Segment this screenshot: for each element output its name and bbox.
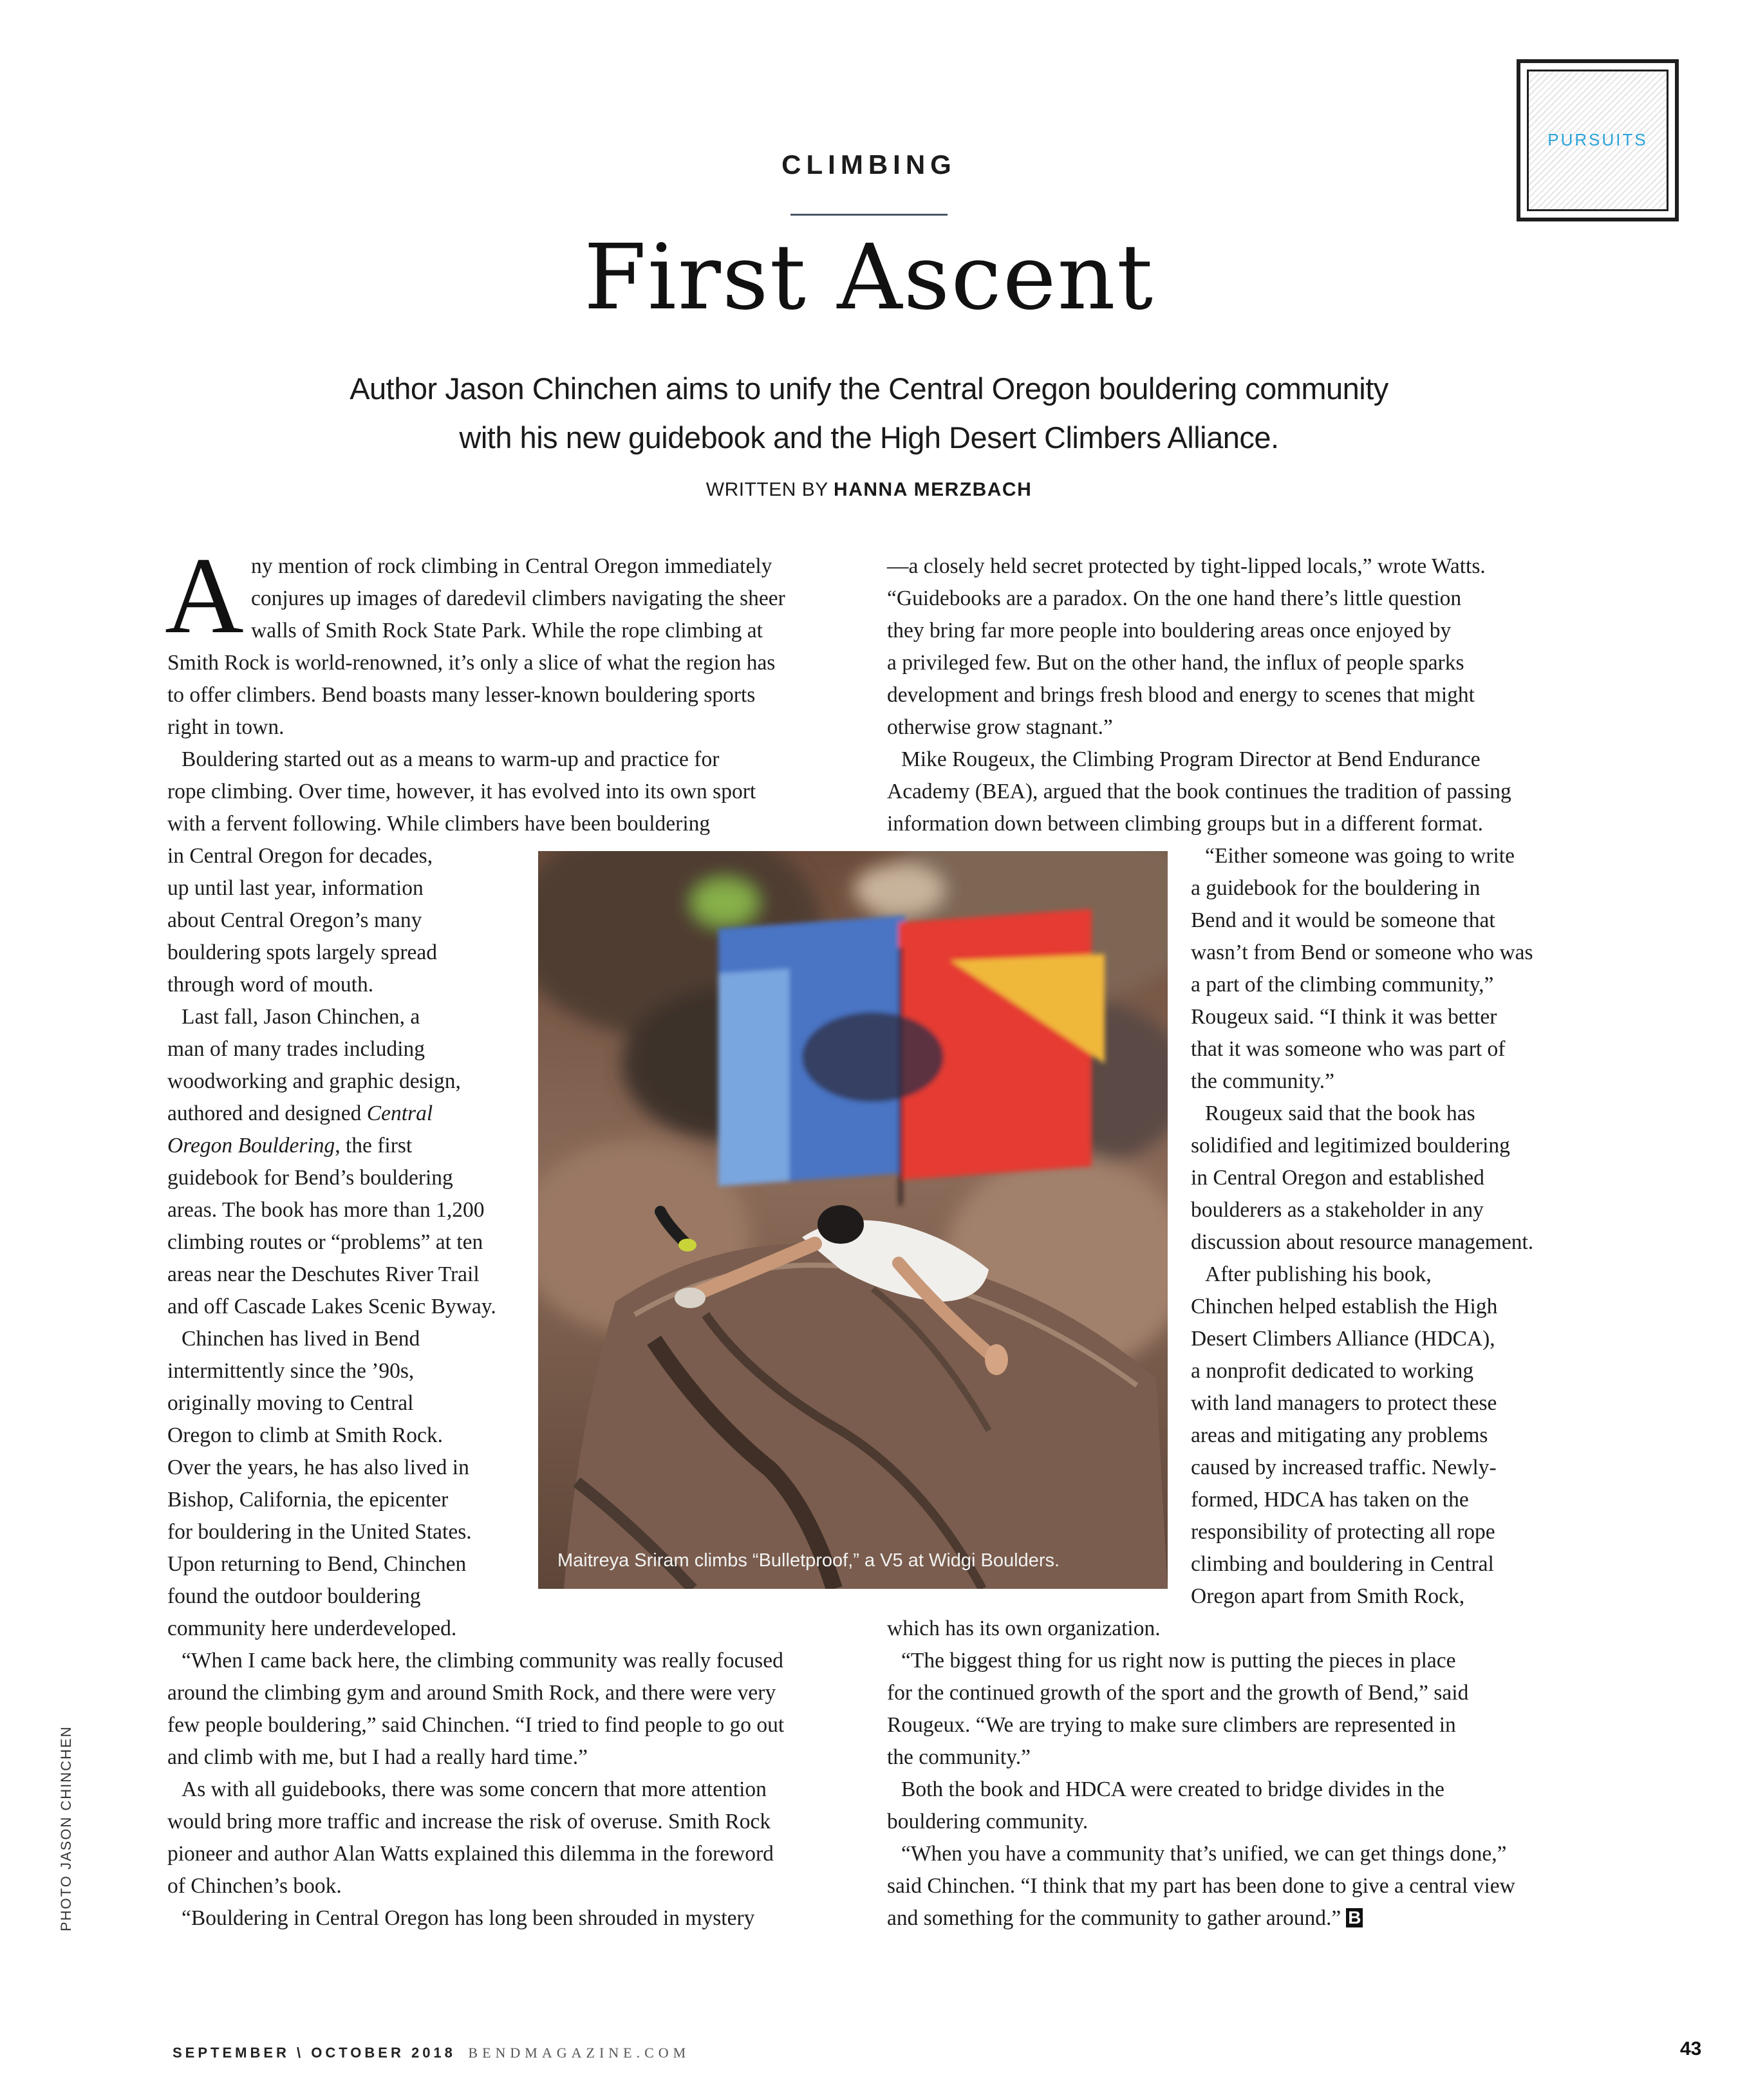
text-line: discussion about resource management. xyxy=(1191,1230,1534,1254)
page-title: First Ascent xyxy=(583,225,1155,330)
article-column-right-bottom xyxy=(887,1613,1515,1935)
text-line: a part of the climbing community,” xyxy=(1191,973,1494,997)
text-line: and climb with me, but I had a really hard time.” xyxy=(167,1745,588,1769)
text-line: pioneer and author Alan Watts explained this dilemma in the foreword xyxy=(167,1842,774,1866)
text-line: boulderers as a stakeholder in any xyxy=(1191,1198,1484,1222)
text-line: Mike Rougeux, the Climbing Program Director at Bend Endurance xyxy=(901,747,1481,771)
text-line: about Central Oregon’s many xyxy=(167,908,422,932)
subtitle xyxy=(0,364,1738,462)
text-line: caused by increased traffic. Newly- xyxy=(1191,1456,1497,1479)
book-title: Central xyxy=(366,1102,433,1125)
book-title: Oregon Bouldering xyxy=(167,1134,335,1158)
article-column-right-narrow xyxy=(1191,840,1533,1613)
text-line: Bend and it would be someone that xyxy=(1191,908,1495,932)
article-column-right-top xyxy=(887,550,1511,840)
text-line: Chinchen has lived in Bend xyxy=(182,1327,420,1351)
text-line: guidebook for Bend’s bouldering xyxy=(167,1166,453,1190)
text-line: “The biggest thing for us right now is putting the pieces in place xyxy=(901,1649,1456,1673)
text-line: Over the years, he has also lived in xyxy=(167,1456,469,1479)
text-line: intermittently since the ’90s, xyxy=(167,1359,415,1383)
text-line: a guidebook for the bouldering in xyxy=(1191,876,1481,900)
photo-credit: PHOTO JASON CHINCHEN xyxy=(58,1725,74,1931)
text-line: information down between climbing groups but in a different format. xyxy=(887,812,1483,836)
byline xyxy=(0,479,1738,501)
text-line: Last fall, Jason Chinchen, a xyxy=(182,1005,420,1029)
text-line: a nonprofit dedicated to working xyxy=(1191,1359,1474,1383)
website: BENDMAGAZINE.COM xyxy=(468,2045,691,2061)
byline-prefix: WRITTEN BY xyxy=(705,479,828,500)
text-line: through word of mouth. xyxy=(167,973,374,997)
text-line: said Chinchen. “I think that my part has been done to give a central view xyxy=(887,1874,1515,1898)
text-line: ny mention of rock climbing in Central Oregon immediately xyxy=(251,554,772,578)
text-line: climbing routes or “problems” at ten xyxy=(167,1230,483,1254)
text-span: and something for the community to gather around.” xyxy=(887,1906,1341,1930)
text-line: Academy (BEA), argued that the book continues the tradition of passing xyxy=(887,780,1511,803)
text-line: Rougeux. “We are trying to make sure climbers are represented in xyxy=(887,1713,1456,1737)
text-line: otherwise grow stagnant.” xyxy=(887,715,1113,739)
text-line: woodworking and graphic design, xyxy=(167,1069,461,1093)
text-line: of Chinchen’s book. xyxy=(167,1874,342,1898)
text-span: , the first xyxy=(335,1134,413,1158)
text-line: solidified and legitimized bouldering xyxy=(1191,1134,1510,1158)
text-line: Bouldering started out as a means to warm-up and practice for xyxy=(182,747,720,771)
text-line: for the continued growth of the sport and the growth of Bend,” said xyxy=(887,1681,1469,1705)
text-line: responsibility of protecting all rope xyxy=(1191,1520,1495,1544)
subtitle-line: Author Jason Chinchen aims to unify the Central Oregon bouldering community xyxy=(350,371,1388,406)
text-line: which has its own organization. xyxy=(887,1617,1161,1640)
text-line: for bouldering in the United States. xyxy=(167,1520,472,1544)
text-line: a privileged few. But on the other hand, the influx of people sparks xyxy=(887,651,1464,675)
text-line: “Bouldering in Central Oregon has long been shrouded in mystery xyxy=(182,1906,755,1930)
text-line: “When I came back here, the climbing community was really focused xyxy=(182,1649,783,1673)
text-line: Chinchen helped establish the High xyxy=(1191,1295,1498,1318)
text-line: As with all guidebooks, there was some concern that more attention xyxy=(182,1777,767,1801)
text-line: in Central Oregon for decades, xyxy=(167,844,433,868)
text-line: bouldering community. xyxy=(887,1810,1089,1833)
text-line: bouldering spots largely spread xyxy=(167,941,437,964)
issue-date: SEPTEMBER \ OCTOBER 2018 xyxy=(173,2045,456,2061)
text-line: community here underdeveloped. xyxy=(167,1617,457,1640)
text-line xyxy=(887,1902,1515,1935)
text-line: Oregon to climb at Smith Rock. xyxy=(167,1423,444,1447)
climber-photo-illustration xyxy=(538,851,1168,1589)
text-line: development and brings fresh blood and energy to scenes that might xyxy=(887,683,1475,707)
text-line: in Central Oregon and established xyxy=(1191,1166,1484,1190)
subtitle-line: with his new guidebook and the High Desert Climbers Alliance. xyxy=(459,420,1279,455)
text-line: wasn’t from Bend or someone who was xyxy=(1191,941,1533,964)
text-line: formed, HDCA has taken on the xyxy=(1191,1488,1469,1512)
text-line: Desert Climbers Alliance (HDCA), xyxy=(1191,1327,1495,1351)
text-line: found the outdoor bouldering xyxy=(167,1584,421,1608)
text-line: Rougeux said. “I think it was better xyxy=(1191,1005,1497,1029)
text-line: areas and mitigating any problems xyxy=(1191,1423,1488,1447)
text-line: After publishing his book, xyxy=(1205,1262,1432,1286)
page-footer xyxy=(173,2045,690,2061)
text-line: Upon returning to Bend, Chinchen xyxy=(167,1552,467,1576)
text-line: the community.” xyxy=(887,1745,1031,1769)
text-line: would bring more traffic and increase the risk of overuse. Smith Rock xyxy=(167,1810,771,1833)
text-line: Bishop, California, the epicenter xyxy=(167,1488,449,1512)
page-number: 43 xyxy=(1680,2038,1702,2059)
text-line: rope climbing. Over time, however, it has evolved into its own sport xyxy=(167,780,756,803)
text-line: with land managers to protect these xyxy=(1191,1391,1497,1415)
text-line: few people bouldering,” said Chinchen. “I tried to find people to go out xyxy=(167,1713,785,1737)
text-line: they bring far more people into bouldering areas once enjoyed by xyxy=(887,619,1452,642)
section-label: CLIMBING xyxy=(781,149,957,180)
text-line: Rougeux said that the book has xyxy=(1205,1102,1475,1125)
drop-cap: A xyxy=(165,535,244,656)
text-line: Oregon apart from Smith Rock, xyxy=(1191,1584,1465,1608)
title-rule xyxy=(790,214,948,216)
text-line: originally moving to Central xyxy=(167,1391,414,1415)
text-line: right in town. xyxy=(167,715,285,739)
text-line: Both the book and HDCA were created to bridge divides in the xyxy=(901,1777,1444,1801)
text-line: —a closely held secret protected by tight-lipped locals,” wrote Watts. xyxy=(887,554,1486,578)
text-line: around the climbing gym and around Smith Rock, and there were very xyxy=(167,1681,776,1705)
text-line: up until last year, information xyxy=(167,876,424,900)
text-line: and off Cascade Lakes Scenic Byway. xyxy=(167,1295,496,1318)
text-line: areas near the Deschutes River Trail xyxy=(167,1262,480,1286)
text-line: Smith Rock is world-renowned, it’s only a slice of what the region has xyxy=(167,651,776,675)
text-line: areas. The book has more than 1,200 xyxy=(167,1198,485,1222)
text-line: “Guidebooks are a paradox. On the one hand there’s little question xyxy=(887,586,1462,610)
text-span: authored and designed xyxy=(167,1102,367,1125)
section-badge xyxy=(1517,59,1679,221)
text-line: walls of Smith Rock State Park. While the rope climbing at xyxy=(251,619,763,642)
text-line: that it was someone who was part of xyxy=(1191,1037,1506,1061)
text-line: the community.” xyxy=(1191,1069,1334,1093)
text-line: climbing and bouldering in Central xyxy=(1191,1552,1494,1576)
badge-label: PURSUITS xyxy=(1547,130,1648,149)
text-line: “When you have a community that’s unified, we can get things done,” xyxy=(901,1842,1507,1866)
article-photo xyxy=(538,851,1168,1589)
text-line: “Either someone was going to write xyxy=(1205,844,1515,868)
text-line: with a fervent following. While climbers have been bouldering xyxy=(167,812,711,836)
byline-author: HANNA MERZBACH xyxy=(834,479,1033,500)
text-line: to offer climbers. Bend boasts many lesser-known bouldering sports xyxy=(167,683,756,707)
text-line: man of many trades including xyxy=(167,1037,425,1061)
text-line: conjures up images of daredevil climbers navigating the sheer xyxy=(251,586,785,610)
photo-caption: Maitreya Sriram climbs “Bulletproof,” a V5 at Widgi Boulders. xyxy=(557,1550,1060,1571)
end-mark-icon: B xyxy=(1346,1908,1363,1927)
